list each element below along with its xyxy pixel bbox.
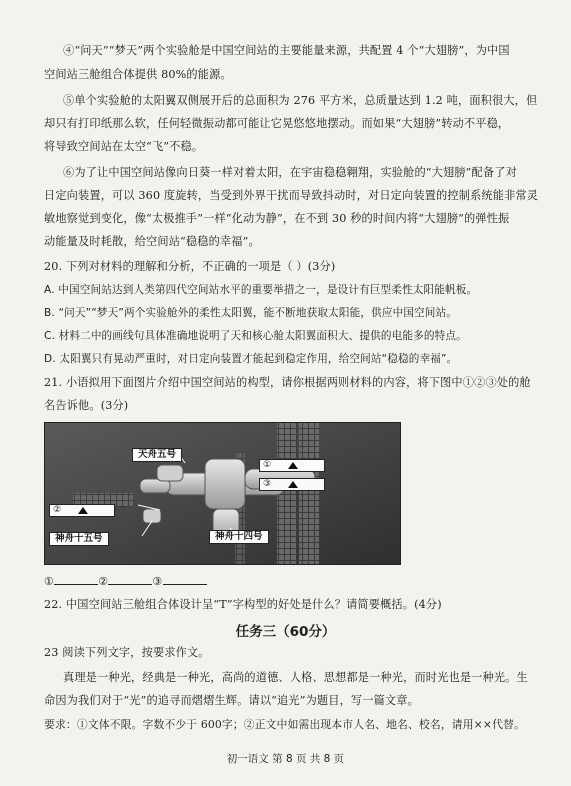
space-station-figure — [44, 422, 401, 565]
q23-body-line1: 真理是一种光，经典是一种光，高尚的道德、人格、思想都是一种光，而时光也是一种光。生 — [63, 671, 528, 684]
q21-answer-2-label: ② — [98, 575, 109, 588]
q20-option-c[interactable]: C. 材料二中的画线句具体准确地说明了天和核心舱太阳翼面积大、提供的电能多的特点。 — [44, 330, 467, 342]
q21-answer-3-label: ③ — [152, 575, 163, 588]
figure-label-shenzhou14: 神舟十四号 — [209, 530, 269, 544]
q20-option-b[interactable]: B. “问天”“梦天”两个实验舱外的柔性太阳翼，能不断地获取太阳能，供应中国空间站。 — [44, 307, 458, 319]
passage-p5-line1: ⑤单个实验舱的太阳翼双侧展开后的总面积为 276 平方米，总质量达到 1.2 吨，面积很大，但 — [63, 94, 538, 107]
q23-stem: 23 阅读下列文字，按要求作文。 — [44, 646, 210, 659]
q20-stem: 20. 下列对材料的理解和分析，不正确的一项是（ ）(3分) — [44, 260, 336, 273]
q21-answer-2-blank[interactable] — [108, 574, 152, 585]
callout-2-number: ② — [53, 505, 62, 515]
figure-callout-3[interactable] — [259, 478, 325, 491]
passage-p6-line2: 日定向装置，可以 360 度旋转，当受到外界干扰而导致抖动时，对日定向装置的控制系统能非常灵 — [44, 189, 539, 202]
page-footer: 初一语文 第 8 页 共 8 页 — [226, 753, 345, 765]
q21-answer-row — [44, 574, 207, 589]
q21-stem-line2: 名告诉他。(3分) — [44, 399, 129, 412]
q22-stem: 22. 中国空间站三舱组合体设计呈“T”字构型的好处是什么？请简要概括。(4分) — [44, 598, 442, 611]
figure-label-shenzhou15: 神舟十五号 — [49, 532, 109, 546]
callout-3-number: ③ — [263, 479, 272, 489]
q23-body-line2: 命因为我们对于“光”的追寻而熠熠生辉。请以“追光”为题目，写一篇文章。 — [44, 694, 419, 707]
q21-answer-1-blank[interactable] — [54, 574, 98, 585]
callout-1-number: ① — [263, 460, 272, 470]
callout-2-triangle-icon — [78, 507, 88, 514]
q21-answer-1-label: ① — [44, 575, 55, 588]
q21-stem-line1: 21. 小语拟用下面图片介绍中国空间站的构型，请你根据两则材料的内容，将下图中①②③处的舱 — [44, 376, 531, 389]
passage-p4-line1: ④“问天”“梦天”两个实验舱是中国空间站的主要能量来源，共配置 4 个“大翅膀”，为中国 — [63, 44, 510, 57]
passage-p5-line3: 将导致空间站在太空“飞”不稳。 — [44, 140, 204, 153]
figure-callout-1[interactable] — [259, 459, 325, 472]
q23-requirements: 要求：①文体不限。字数不少于 600字；②正文中如需出现本市人名、地名、校名，请用××代替。 — [44, 718, 525, 731]
passage-p4-line2: 空间站三舱组合体提供 80%的能源。 — [44, 68, 232, 81]
figure-label-tianzhou5: 天舟五号 — [132, 448, 182, 462]
passage-p6-line4: 动能量及时耗散，给空间站“稳稳的幸福”。 — [44, 235, 260, 248]
callout-3-triangle-icon — [288, 481, 298, 488]
q20-option-a[interactable]: A. 中国空间站达到人类第四代空间站水平的重要举措之一，是设计有巨型柔性太阳能帆板。 — [44, 284, 478, 296]
figure-callout-2[interactable] — [49, 504, 115, 517]
task3-heading: 任务三（60分） — [235, 624, 336, 640]
passage-p5-line2: 却只有打印纸那么软，任何轻微振动都可能让它晃悠悠地摆动。而如果“大翅膀”转动不平稳， — [44, 117, 510, 130]
callout-1-triangle-icon — [288, 462, 298, 469]
passage-p6-line1: ⑥为了让中国空间站像向日葵一样对着太阳，在宇宙稳稳翱翔，实验舱的“大翅膀”配备了对 — [63, 166, 517, 179]
passage-p6-line3: 敏地察觉到变化，像“太极推手”一样“化动为静”，在不到 30 秒的时间内将“大翅膀”的弹性振 — [44, 212, 510, 225]
q21-answer-3-blank[interactable] — [163, 574, 207, 585]
q20-option-d[interactable]: D. 太阳翼只有晃动严重时，对日定向装置才能起到稳定作用，给空间站“稳稳的幸福”。 — [44, 353, 458, 365]
